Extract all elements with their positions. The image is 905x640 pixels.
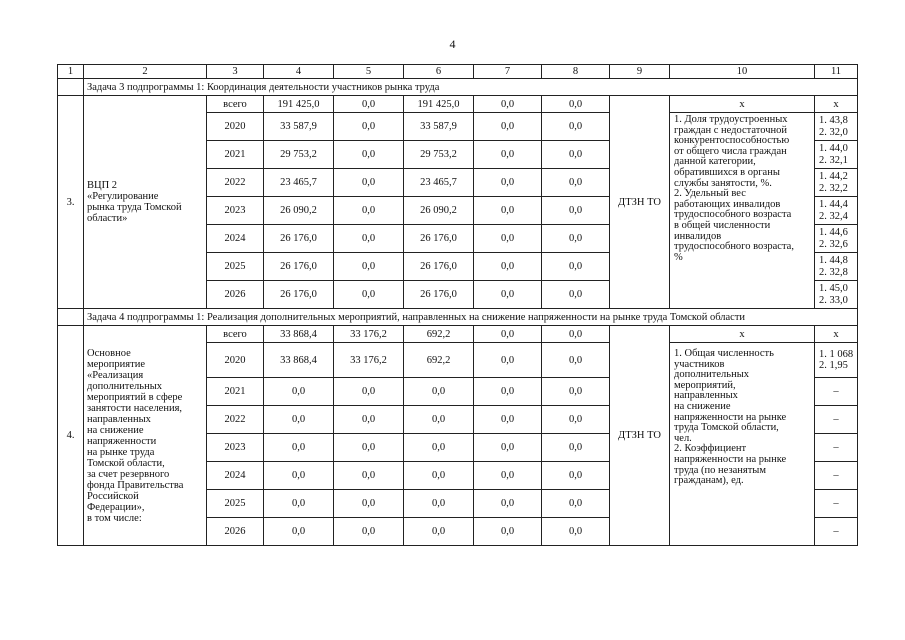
indicator-line: трудоспособного возраста,: [674, 241, 794, 253]
value-c6: 33 587,9: [404, 113, 474, 141]
value-c6: 191 425,0: [404, 96, 474, 113]
year-cell: 2022: [207, 169, 264, 197]
name-line: области»: [87, 213, 128, 224]
value-c4: 26 176,0: [264, 281, 334, 309]
value-c7: 0,0: [474, 141, 542, 169]
task4-num: 4.: [58, 326, 84, 546]
target-line: 1. 44,8: [819, 255, 848, 267]
value-c8: 0,0: [542, 141, 610, 169]
value-c6: 26 090,2: [404, 197, 474, 225]
value-c4: 0,0: [264, 518, 334, 546]
target-line: 2. 32,8: [819, 266, 848, 278]
name-line: Российской: [87, 490, 139, 502]
year-cell: 2021: [207, 378, 264, 406]
header-cell-10: 10: [670, 65, 815, 79]
value-c6: 692,2: [404, 326, 474, 343]
indicator-line: работающих инвалидов: [674, 198, 781, 210]
header-cell-4: 4: [264, 65, 334, 79]
value-c5: 0,0: [334, 281, 404, 309]
header-cell-9: 9: [610, 65, 670, 79]
value-c5: 0,0: [334, 434, 404, 462]
target-value: x: [815, 326, 858, 343]
indicator-line: направленных: [674, 390, 738, 402]
target-value: [815, 197, 858, 225]
value-c7: 0,0: [474, 378, 542, 406]
header-cell-7: 7: [474, 65, 542, 79]
value-c6: 0,0: [404, 406, 474, 434]
target-value: [815, 225, 858, 253]
header-cell-11: 11: [815, 65, 858, 79]
value-c4: 191 425,0: [264, 96, 334, 113]
value-c7: 0,0: [474, 462, 542, 490]
target-line: 1. 1 068: [819, 348, 854, 360]
year-cell: 2023: [207, 434, 264, 462]
target-value: [815, 169, 858, 197]
value-c4: 33 587,9: [264, 113, 334, 141]
value-c5: 0,0: [334, 141, 404, 169]
value-c7: 0,0: [474, 343, 542, 378]
value-c8: 0,0: [542, 96, 610, 113]
target-line: 1. 44,2: [819, 171, 848, 183]
indicator-line: конкурентоспособностью: [674, 135, 790, 147]
target-value: –: [815, 518, 858, 546]
value-c4: 0,0: [264, 434, 334, 462]
header-cell-3: 3: [207, 65, 264, 79]
value-c7: 0,0: [474, 253, 542, 281]
value-c6: 0,0: [404, 518, 474, 546]
value-c5: 0,0: [334, 490, 404, 518]
value-c8: 0,0: [542, 406, 610, 434]
name-line: Основное: [87, 347, 131, 359]
target-value: [815, 253, 858, 281]
value-c4: 33 868,4: [264, 326, 334, 343]
target-line: 1. 44,0: [819, 143, 848, 155]
year-cell: 2025: [207, 253, 264, 281]
value-c8: 0,0: [542, 518, 610, 546]
task4-title-spacer: [58, 309, 84, 326]
value-c7: 0,0: [474, 197, 542, 225]
indicator-line: труда (по незанятым: [674, 464, 766, 476]
value-c7: 0,0: [474, 169, 542, 197]
value-c8: 0,0: [542, 490, 610, 518]
target-value: [815, 343, 858, 378]
header-cell-8: 8: [542, 65, 610, 79]
task4-name: [84, 326, 207, 546]
task4-indicator: [670, 343, 815, 546]
value-c6: 0,0: [404, 434, 474, 462]
indicator-line: службы занятости, %.: [674, 177, 772, 189]
value-c7: 0,0: [474, 326, 542, 343]
year-cell: 2024: [207, 462, 264, 490]
indicator-line: 2. Коэффициент: [674, 443, 747, 455]
value-c4: 23 465,7: [264, 169, 334, 197]
value-c7: 0,0: [474, 518, 542, 546]
value-c7: 0,0: [474, 490, 542, 518]
indicator-x: x: [670, 96, 815, 113]
name-line: на снижение: [87, 424, 144, 436]
name-line: мероприятий в сфере: [87, 391, 183, 403]
value-c8: 0,0: [542, 281, 610, 309]
value-c5: 0,0: [334, 462, 404, 490]
name-line: Федерации»,: [87, 501, 145, 513]
value-c7: 0,0: [474, 225, 542, 253]
table-row: [58, 326, 858, 343]
target-line: 2. 32,1: [819, 154, 848, 166]
target-value: –: [815, 462, 858, 490]
name-line: Томской области,: [87, 457, 165, 469]
name-line: фонда Правительства: [87, 479, 184, 491]
value-c8: 0,0: [542, 197, 610, 225]
indicator-line: на снижение: [674, 400, 731, 412]
value-c5: 0,0: [334, 225, 404, 253]
value-c8: 0,0: [542, 253, 610, 281]
value-c8: 0,0: [542, 326, 610, 343]
indicator-line: дополнительных: [674, 369, 750, 381]
target-value: [815, 141, 858, 169]
value-c5: 33 176,2: [334, 326, 404, 343]
name-line: ВЦП 2: [87, 180, 118, 191]
value-c6: 29 753,2: [404, 141, 474, 169]
task3-title: Задача 3 подпрограммы 1: Координация деятельности участников рынка труда: [84, 79, 858, 96]
value-c5: 0,0: [334, 378, 404, 406]
target-value: x: [815, 96, 858, 113]
indicator-line: гражданам), ед.: [674, 475, 744, 487]
name-line: напряженности: [87, 435, 157, 447]
indicator-line: данной категории,: [674, 156, 756, 168]
task4-title-row: [58, 309, 858, 326]
year-cell: 2021: [207, 141, 264, 169]
value-c5: 0,0: [334, 406, 404, 434]
indicator-line: мероприятий,: [674, 379, 736, 391]
value-c7: 0,0: [474, 281, 542, 309]
value-c8: 0,0: [542, 462, 610, 490]
year-cell: всего: [207, 96, 264, 113]
target-line: 1. 44,6: [819, 227, 848, 239]
value-c7: 0,0: [474, 96, 542, 113]
name-line: дополнительных: [87, 380, 163, 392]
name-line: на рынке труда: [87, 446, 155, 458]
value-c4: 33 868,4: [264, 343, 334, 378]
header-row: [58, 65, 858, 79]
year-cell: 2023: [207, 197, 264, 225]
value-c5: 0,0: [334, 169, 404, 197]
value-c7: 0,0: [474, 406, 542, 434]
value-c6: 23 465,7: [404, 169, 474, 197]
value-c4: 0,0: [264, 490, 334, 518]
value-c4: 26 176,0: [264, 253, 334, 281]
header-cell-2: 2: [84, 65, 207, 79]
task3-indicator: [670, 113, 815, 309]
indicator-line: труда Томской области,: [674, 422, 779, 434]
task4-executor: ДТЗН ТО: [610, 326, 670, 546]
value-c5: 0,0: [334, 113, 404, 141]
value-c5: 0,0: [334, 518, 404, 546]
value-c4: 26 176,0: [264, 225, 334, 253]
indicator-line: напряженности на рынке: [674, 411, 787, 423]
header-cell-1: 1: [58, 65, 84, 79]
target-value: –: [815, 378, 858, 406]
target-line: 1. 44,4: [819, 199, 848, 211]
indicator-line: обратившихся в органы: [674, 166, 780, 178]
indicator-line: 1. Доля трудоустроенных: [674, 114, 788, 125]
task3-num: 3.: [58, 96, 84, 309]
value-c5: 33 176,2: [334, 343, 404, 378]
value-c6: 26 176,0: [404, 281, 474, 309]
value-c4: 29 753,2: [264, 141, 334, 169]
value-c7: 0,0: [474, 113, 542, 141]
value-c4: 0,0: [264, 462, 334, 490]
task3-name: [84, 96, 207, 309]
indicator-line: трудоспособного возраста: [674, 209, 792, 221]
indicator-line: участников: [674, 358, 725, 370]
year-cell: 2024: [207, 225, 264, 253]
target-line: 2. 1,95: [819, 360, 848, 371]
header-cell-6: 6: [404, 65, 474, 79]
year-cell: 2026: [207, 518, 264, 546]
value-c6: 0,0: [404, 490, 474, 518]
header-cell-5: 5: [334, 65, 404, 79]
indicator-line: инвалидов: [674, 230, 722, 242]
value-c8: 0,0: [542, 378, 610, 406]
name-line: «Реализация: [87, 369, 144, 381]
indicator-x: x: [670, 326, 815, 343]
value-c4: 26 090,2: [264, 197, 334, 225]
target-line: 1. 45,0: [819, 283, 848, 295]
value-c4: 0,0: [264, 378, 334, 406]
value-c6: 26 176,0: [404, 225, 474, 253]
value-c4: 0,0: [264, 406, 334, 434]
name-line: за счет резервного: [87, 468, 170, 480]
target-line: 2. 32,0: [819, 126, 848, 138]
value-c8: 0,0: [542, 434, 610, 462]
target-line: 2. 32,2: [819, 182, 848, 194]
name-line: мероприятие: [87, 358, 145, 370]
task4-title: Задача 4 подпрограммы 1: Реализация дополнительных мероприятий, направленных на снижение напряженности на рынке труда Томской области: [84, 309, 858, 326]
target-value: –: [815, 490, 858, 518]
value-c5: 0,0: [334, 253, 404, 281]
page-number: 4: [449, 37, 456, 51]
value-c8: 0,0: [542, 343, 610, 378]
target-value: [815, 113, 858, 141]
program-table: [57, 64, 858, 546]
value-c6: 0,0: [404, 378, 474, 406]
indicator-line: от общего числа граждан: [674, 145, 787, 157]
year-cell: 2020: [207, 343, 264, 378]
task3-executor: ДТЗН ТО: [610, 96, 670, 309]
target-line: 2. 32,6: [819, 238, 848, 250]
indicator-line: 2. Удельный вес: [674, 188, 746, 200]
indicator-line: 1. Общая численность: [674, 348, 774, 359]
task3-title-spacer: [58, 79, 84, 96]
name-line: в том числе:: [87, 512, 142, 524]
name-line: занятости населения,: [87, 402, 183, 414]
target-line: 2. 33,0: [819, 294, 848, 306]
task3-title-row: [58, 79, 858, 96]
value-c8: 0,0: [542, 225, 610, 253]
target-value: –: [815, 434, 858, 462]
value-c5: 0,0: [334, 96, 404, 113]
indicator-line: в общей численности: [674, 219, 771, 231]
value-c8: 0,0: [542, 113, 610, 141]
indicator-line: граждан с недостаточной: [674, 124, 787, 136]
value-c5: 0,0: [334, 197, 404, 225]
target-line: 1. 43,8: [819, 115, 848, 127]
year-cell: 2020: [207, 113, 264, 141]
target-value: [815, 281, 858, 309]
indicator-line: чел.: [674, 432, 692, 444]
target-value: –: [815, 406, 858, 434]
indicator-line: %: [674, 251, 683, 263]
value-c6: 692,2: [404, 343, 474, 378]
year-cell: 2026: [207, 281, 264, 309]
indicator-line: напряженности на рынке: [674, 453, 787, 465]
name-line: «Регулирование: [87, 191, 159, 202]
name-line: направленных: [87, 413, 151, 425]
value-c8: 0,0: [542, 169, 610, 197]
year-cell: 2022: [207, 406, 264, 434]
year-cell: всего: [207, 326, 264, 343]
value-c6: 26 176,0: [404, 253, 474, 281]
value-c7: 0,0: [474, 434, 542, 462]
year-cell: 2025: [207, 490, 264, 518]
value-c6: 0,0: [404, 462, 474, 490]
name-line: рынка труда Томской: [87, 202, 182, 213]
table-row: [58, 96, 858, 113]
target-line: 2. 32,4: [819, 210, 848, 222]
